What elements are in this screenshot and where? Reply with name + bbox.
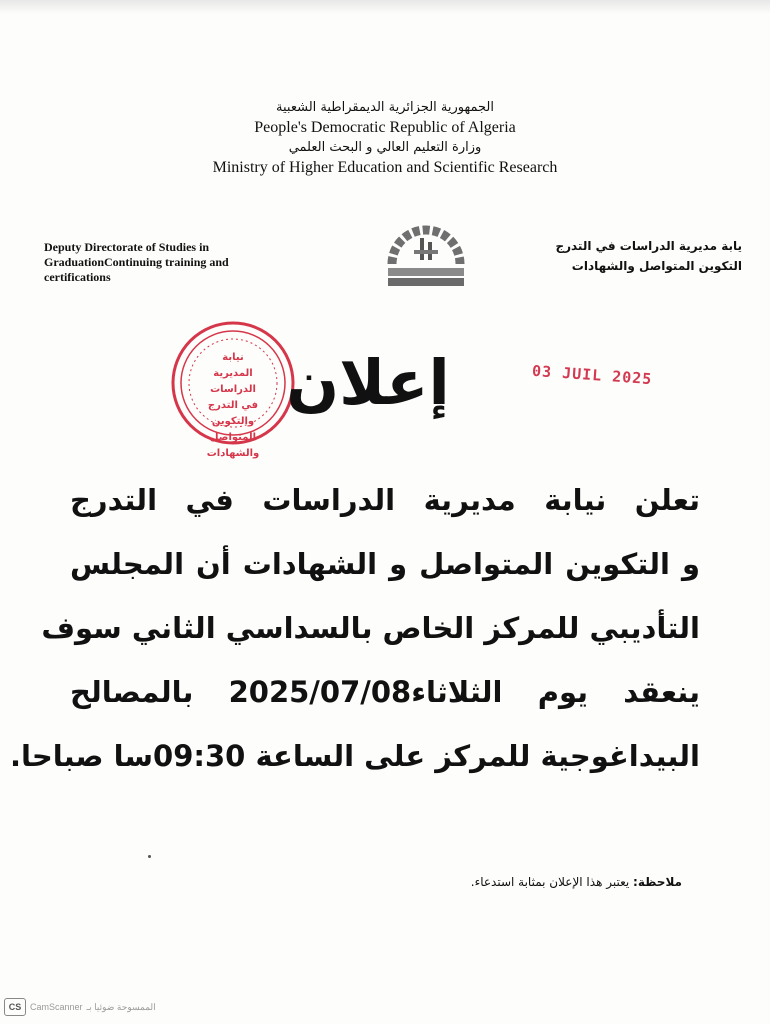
camscanner-text-ar: الممسوحة ضوئيا بـ <box>86 1001 156 1012</box>
header-ministry-en: Ministry of Higher Education and Scientific Research <box>212 159 558 176</box>
scan-edge <box>0 0 770 14</box>
scan-speck <box>148 855 151 858</box>
university-logo-icon <box>384 224 468 290</box>
announcement-line: التأديبي للمركز الخاص بالسداسي الثاني سوف <box>41 611 700 645</box>
header-republic-ar: الجمهورية الجزائرية الديمقراطية الشعبية <box>276 100 494 115</box>
seal-line: في التدرج والتكوين <box>207 400 259 427</box>
official-header <box>0 98 770 178</box>
camscanner-watermark <box>4 998 156 1016</box>
directorate-en-line: GraduationContinuing training and <box>44 255 229 269</box>
directorate-name-ar <box>502 236 742 276</box>
header-republic-en: People's Democratic Republic of Algeria <box>254 119 516 136</box>
date-received-stamp: 03 JUIL 2025 <box>531 361 653 389</box>
note-label: ملاحظة: <box>633 875 682 889</box>
announcement-title: إعلان <box>286 346 450 419</box>
directorate-ar-line: يابة مديرية الدراسات في التدرج <box>555 239 742 253</box>
announcement-body <box>9 468 700 788</box>
announcement-line: و التكوين المتواصل و الشهادات أن المجلس <box>70 547 700 581</box>
directorate-name-en <box>44 240 274 285</box>
camscanner-logo-icon: CS <box>4 998 26 1016</box>
announcement-line: البيداغوجية للمركز على الساعة 09:30سا صباحا. <box>9 739 700 773</box>
directorate-en-line: certifications <box>44 270 111 284</box>
directorate-en-line: Deputy Directorate of Studies in <box>44 240 210 254</box>
seal-text <box>190 350 276 462</box>
camscanner-text: CamScanner <box>30 1002 83 1012</box>
note-text: يعتبر هذا الإعلان بمثابة استدعاء. <box>470 875 630 889</box>
seal-line: المتواصل والشهادات <box>206 432 260 459</box>
header-ministry-ar: وزارة التعليم العالي و البحث العلمي <box>288 140 482 155</box>
announcement-line: ينعقد يوم الثلاثاء2025/07/08 بالمصالح <box>70 675 700 709</box>
seal-line: نيابة <box>222 352 244 363</box>
directorate-ar-line: التكوين المتواصل والشهادات <box>571 259 742 273</box>
announcement-line: تعلن نيابة مديرية الدراسات في التدرج <box>70 483 700 517</box>
note <box>471 872 682 892</box>
seal-line: المديرية الدراسات <box>210 368 256 395</box>
